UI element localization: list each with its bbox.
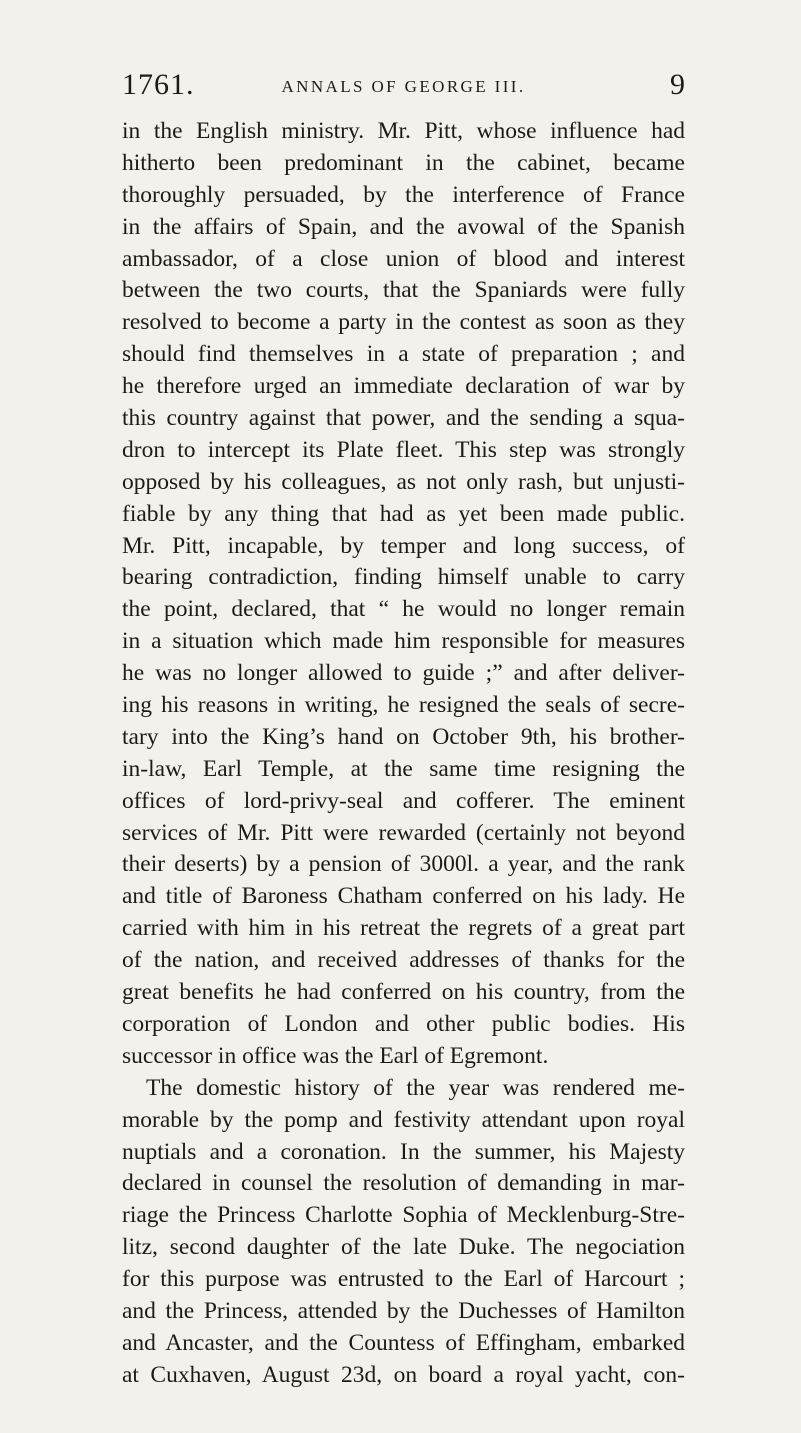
text-line: should find themselves in a state of preparation ; and	[122, 341, 685, 368]
text-line: resolved to become a party in the contest as soon as they	[122, 309, 685, 336]
text-line: fiable by any thing that had as yet been made public.	[122, 500, 685, 527]
text-line: he was no longer allowed to guide ;” and after deliver-	[122, 660, 685, 687]
running-head-title: ANNALS OF GEORGE III.	[281, 77, 526, 96]
text-line: in a situation which made him responsible for measures	[122, 628, 685, 655]
text-line: bearing contradiction, finding himself unable to carry	[122, 564, 685, 591]
text-line: tary into the King’s hand on October 9th, his brother-	[122, 723, 685, 750]
text-line: offices of lord-privy-seal and cofferer. The eminent	[122, 787, 685, 814]
paragraph-end-line: successor in office was the Earl of Egremont.	[122, 1042, 549, 1069]
text-line: dron to intercept its Plate fleet. This step was strongly	[122, 436, 685, 463]
text-line: hitherto been predominant in the cabinet, became	[122, 149, 685, 176]
text-line: and Ancaster, and the Countess of Effingham, embarked	[122, 1329, 685, 1356]
page-number: 9	[670, 68, 685, 101]
text-line: nuptials and a coronation. In the summer, his Majesty	[122, 1138, 685, 1165]
text-line: between the two courts, that the Spaniards were fully	[122, 277, 685, 304]
running-head-year: 1761.	[122, 68, 195, 101]
text-line: carried with him in his retreat the regrets of a great part	[122, 915, 685, 942]
text-line: corporation of London and other public bodies. His	[122, 1010, 685, 1037]
text-line: thoroughly persuaded, by the interference of France	[122, 181, 685, 208]
text-line: of the nation, and received addresses of thanks for the	[122, 947, 685, 974]
text-line: great benefits he had conferred on his country, from the	[122, 979, 685, 1006]
text-line: opposed by his colleagues, as not only rash, but unjusti-	[122, 468, 685, 495]
text-line: riage the Princess Charlotte Sophia of Mecklenburg-Stre-	[122, 1202, 685, 1229]
text-line: litz, second daughter of the late Duke. The negociation	[122, 1234, 685, 1261]
text-line: ambassador, of a close union of blood and interest	[122, 245, 685, 272]
text-line: the point, declared, that “ he would no longer remain	[122, 596, 685, 623]
text-line: in the English ministry. Mr. Pitt, whose influence had	[122, 118, 685, 144]
text-line: ing his reasons in writing, he resigned the seals of secre-	[122, 692, 685, 719]
text-line: Mr. Pitt, incapable, by temper and long success, of	[122, 532, 685, 559]
text-line: for this purpose was entrusted to the Earl of Harcourt ;	[122, 1266, 685, 1293]
text-line: declared in counsel the resolution of demanding in mar-	[122, 1170, 685, 1197]
paragraph-start-line: The domestic history of the year was rendered me-	[146, 1074, 685, 1101]
text-line: and the Princess, attended by the Duchesses of Hamilton	[122, 1297, 685, 1324]
text-line: in-law, Earl Temple, at the same time resigning the	[122, 755, 685, 782]
text-line: in the affairs of Spain, and the avowal of the Spanish	[122, 213, 685, 240]
text-line: morable by the pomp and festivity attendant upon royal	[122, 1106, 685, 1133]
text-line: their deserts) by a pension of 3000l. a year, and the rank	[122, 851, 685, 878]
text-line: at Cuxhaven, August 23d, on board a royal yacht, con-	[122, 1361, 685, 1388]
text-line: and title of Baroness Chatham conferred on his lady. He	[122, 883, 685, 910]
running-head	[122, 68, 685, 108]
text-line: this country against that power, and the sending a squa-	[122, 405, 685, 432]
text-line: services of Mr. Pitt were rewarded (certainly not beyond	[122, 819, 685, 846]
text-line: he therefore urged an immediate declaration of war by	[122, 373, 685, 400]
body-text	[122, 116, 685, 1392]
